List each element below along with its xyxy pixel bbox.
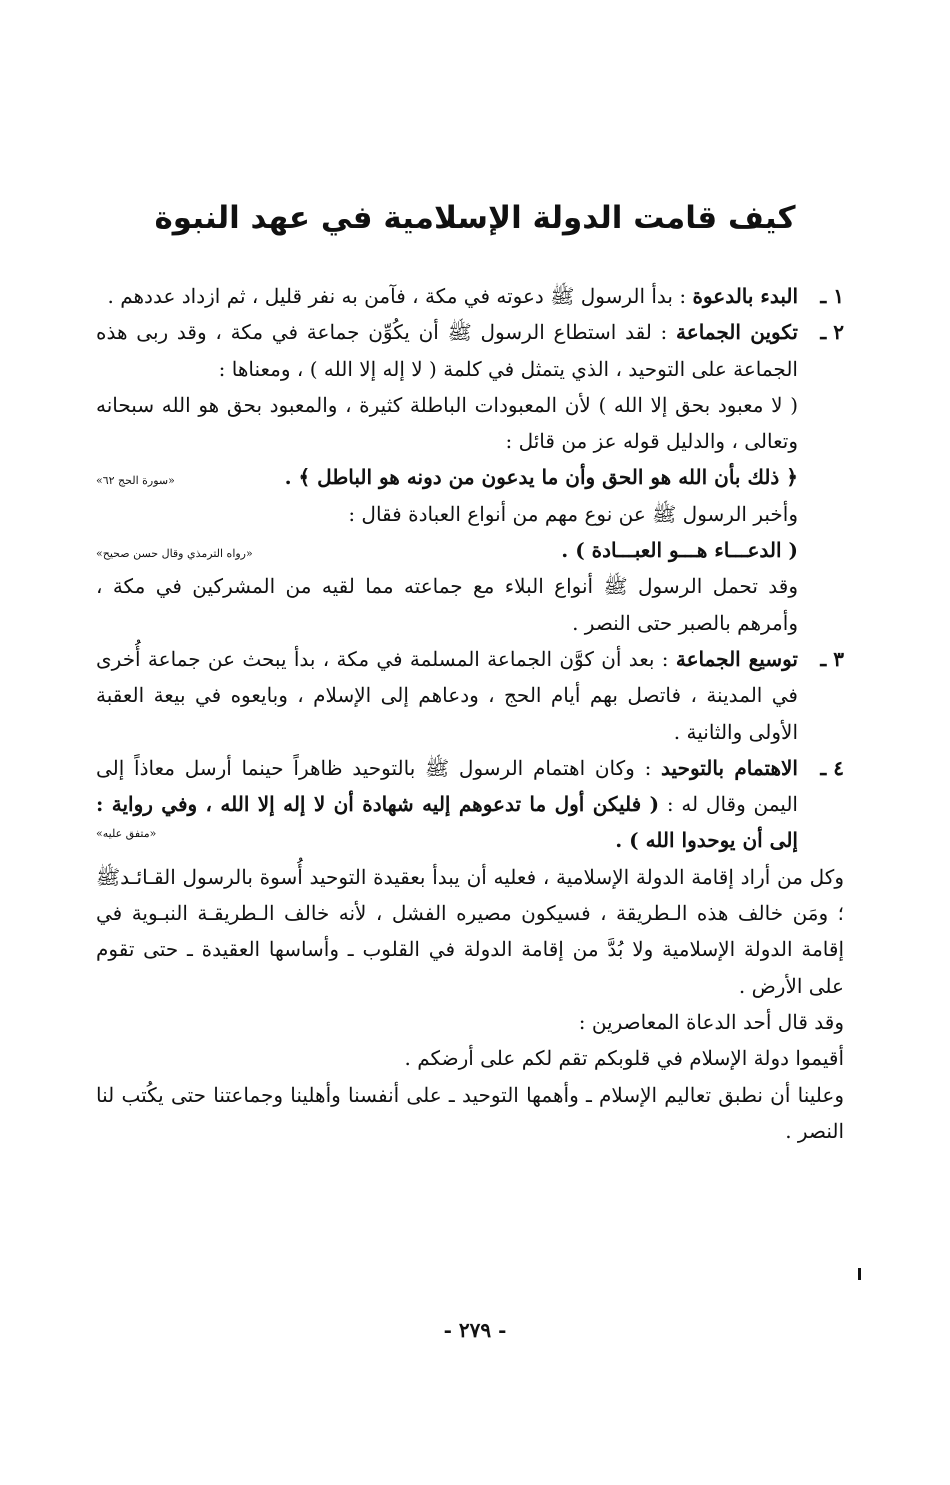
list-item bbox=[96, 641, 844, 750]
page-number: - ٢٧٩ - bbox=[443, 1318, 507, 1342]
quran-verse: ﴿ ذلك بأن الله هو الحق وأن ما يدعون من دونه هو الباطل ﴾ . bbox=[284, 465, 798, 490]
item-number: ٢ ـ bbox=[820, 320, 844, 345]
hadith-reference: «رواه الترمذي وقال حسن صحيح» bbox=[96, 547, 253, 561]
verse-reference: «سورة الحج ٦٢» bbox=[96, 474, 175, 488]
verse-line bbox=[96, 459, 798, 495]
list-item bbox=[96, 750, 844, 859]
hadith-text: ( الدعـــاء هـــو العبـــادة ) . bbox=[561, 538, 798, 563]
paragraph: وقد تحمل الرسول ﷺ أنواع البلاء مع جماعته مما لقيه من المشركين في مكة ، وأمرهم بالصبر حتى النصر . bbox=[96, 574, 798, 635]
hadith-reference: «متفق عليه» bbox=[96, 827, 157, 841]
item-number: ٤ ـ bbox=[820, 755, 844, 780]
hadith-line bbox=[96, 532, 798, 568]
paragraph: أقيموا دولة الإسلام في قلوبكم تقم لكم على أرضكم . bbox=[404, 1046, 844, 1071]
paragraph: وقد قال أحد الدعاة المعاصرين : bbox=[578, 1009, 844, 1034]
page-title: كيف قامت الدولة الإسلامية في عهد النبوة bbox=[154, 200, 796, 236]
item-number: ٣ ـ bbox=[820, 646, 844, 671]
item-text: : بعد أن كوَّن الجماعة المسلمة في مكة ، بدأ يبحث عن جماعة أُخرى في المدينة ، فاتصل بهم أيام الحج ، ودعاهم إلى الإسلام ، وبايعوه في بيعة العقبة الأولى والثانية . bbox=[96, 646, 798, 744]
item-heading: البدء بالدعوة bbox=[692, 284, 798, 308]
body-text bbox=[96, 278, 844, 1149]
paragraph: وكل من أراد إقامة الدولة الإسلامية ، فعليه أن يبدأ بعقيدة التوحيد أُسوة بالرسول القـائـدﷺ ؛ ومَن خالف هذه الـطريقة ، فسيكون مصيره الفشل ، لأنه خالف الـطريقـة النبـوية في إقامة الدولة الإسلامية ولا بُدَّ من إقامة الدولة في القلوب ـ وأساسها العقيدة ـ حتى تقوم على الأرض . bbox=[96, 864, 844, 998]
item-heading: تكوين الجماعة bbox=[676, 320, 798, 345]
list-item bbox=[96, 314, 844, 641]
item-heading: توسيع الجماعة bbox=[675, 646, 798, 671]
item-number: ١ ـ bbox=[820, 284, 844, 308]
list-item bbox=[96, 278, 844, 314]
item-text: : بدأ الرسول ﷺ دعوته في مكة ، فآمن به نفر قليل ، ثم ازداد عددهم . bbox=[107, 284, 693, 308]
margin-mark bbox=[858, 1268, 861, 1280]
paragraph: وأخبر الرسول ﷺ عن نوع مهم من أنواع العبادة فقال : bbox=[348, 501, 798, 526]
hadith-text: ( فليكن أول ما تدعوهم إليه شهادة أن لا إله إلا الله ، وفي رواية : إلى أن يوحدوا الله ) . bbox=[96, 792, 798, 853]
item-text: : وكان اهتمام الرسول ﷺ بالتوحيد ظاهراً حينما أرسل معاذاً إلى اليمن وقال له : bbox=[96, 755, 798, 817]
item-text: : لقد استطاع الرسول ﷺ أن يكُوِّن جماعة في مكة ، وقد ربى هذه الجماعة على التوحيد ، الذي يتمثل في كلمة ( لا إله إلا الله ) ، ومعناها : bbox=[96, 320, 798, 381]
paragraph: ( لا معبود بحق إلا الله ) لأن المعبودات الباطلة كثيرة ، والمعبود بحق هو الله سبحانه وتعالى ، والدليل قوله عز من قائل : bbox=[96, 392, 798, 454]
item-heading: الاهتمام بالتوحيد bbox=[661, 755, 798, 780]
paragraph: وعلينا أن نطبق تعاليم الإسلام ـ وأهمها التوحيد ـ على أنفسنا وأهلينا وجماعتنا حتى يكُتب لنا النصر . bbox=[96, 1082, 844, 1143]
